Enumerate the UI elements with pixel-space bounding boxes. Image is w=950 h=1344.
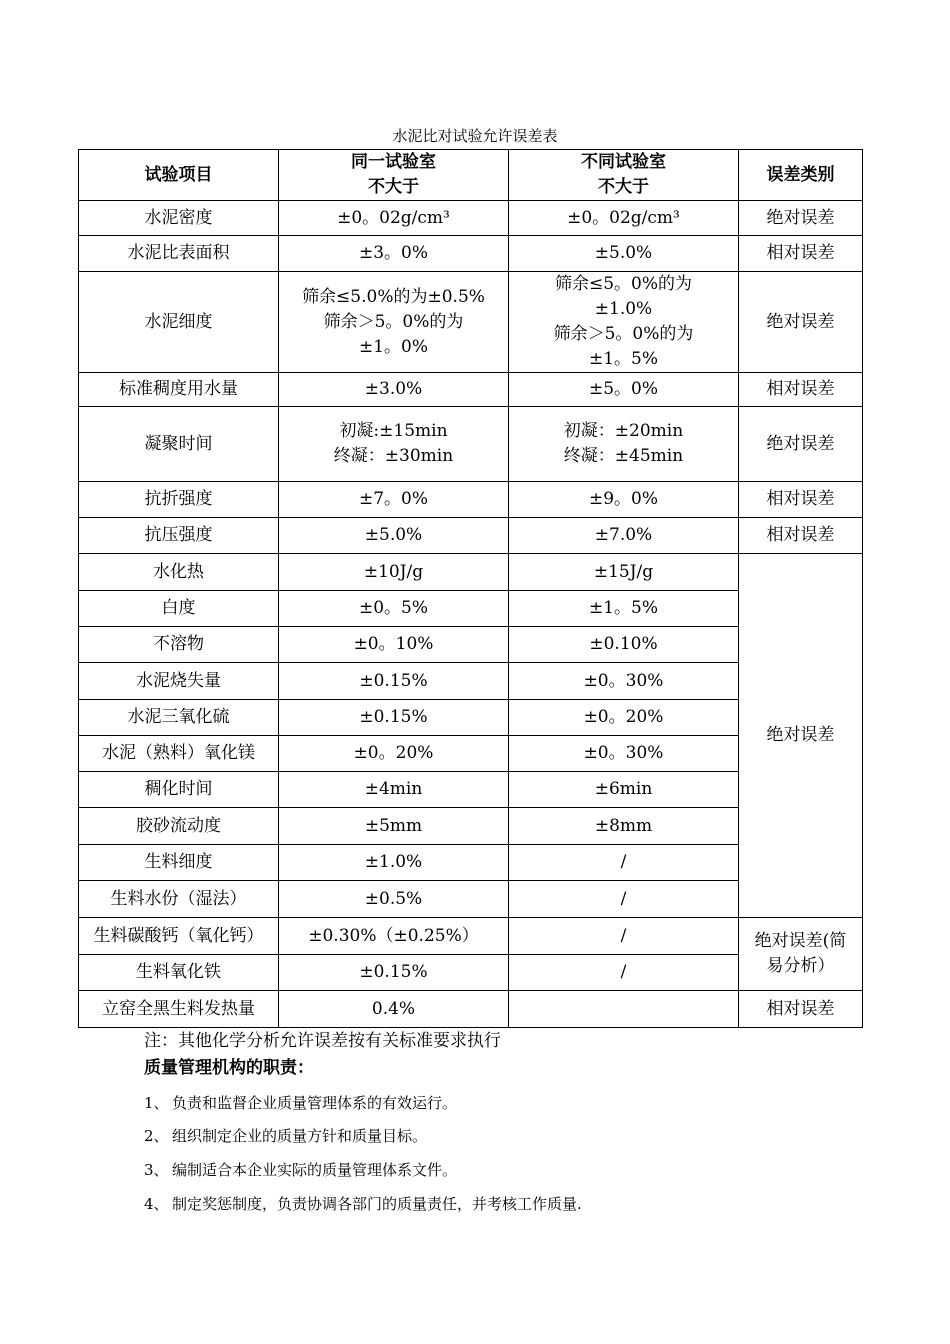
cell-line: / — [620, 962, 627, 982]
duty-item — [144, 1093, 457, 1113]
cell-error-type: 相对误差 — [739, 236, 863, 272]
cell-line: ±0.15% — [359, 707, 428, 727]
duty-item — [144, 1160, 457, 1180]
cell-line: 终凝：±30min — [333, 446, 454, 466]
cell-diff-lab — [509, 663, 739, 700]
cell-line: ±0。5% — [358, 598, 429, 618]
cell-line: / — [620, 888, 627, 909]
cell-item: 水泥比表面积 — [79, 236, 279, 272]
cell-line: 筛余≤5.0%的为±0.5% — [302, 286, 485, 307]
cell-diff-lab — [509, 991, 739, 1028]
cell-same-lab — [279, 373, 509, 407]
cell-line: ±5.0% — [364, 525, 423, 545]
cell-same-lab — [279, 482, 509, 518]
cell-same-lab — [279, 591, 509, 627]
cell-line: 筛余＞5。0%的为 — [323, 311, 464, 332]
cell-line: 易分析） — [766, 956, 835, 976]
cell-line: ±0。20% — [583, 707, 664, 727]
header-diff-lab-line1: 不同试验室 — [581, 152, 666, 172]
cell-line: ±7。0% — [358, 489, 429, 509]
cell-line: 筛余≤5。0%的为 — [554, 274, 693, 294]
table-row — [79, 482, 863, 518]
cell-same-lab — [279, 736, 509, 772]
cell-diff-lab — [509, 700, 739, 736]
cell-diff-lab — [509, 736, 739, 772]
header-diff-lab — [509, 150, 739, 201]
table-note: 注：其他化学分析允许误差按有关标准要求执行 — [144, 1031, 501, 1051]
cell-line: ±0。20% — [353, 743, 434, 763]
cell-error-type: 绝对误差 — [739, 201, 863, 236]
cell-diff-lab — [509, 627, 739, 663]
cell-line: ±6min — [594, 779, 653, 799]
cell-item: 水泥烧失量 — [79, 663, 279, 700]
cell-line: ±4min — [364, 779, 423, 799]
cell-same-lab — [279, 627, 509, 663]
cell-item: 白度 — [79, 591, 279, 627]
cell-diff-lab — [509, 554, 739, 591]
cell-line: ±0。30% — [583, 743, 664, 763]
cell-item: 稠化时间 — [79, 772, 279, 808]
cell-diff-lab — [509, 482, 739, 518]
cell-line: ±5mm — [364, 815, 423, 836]
cell-line: ±1。0% — [358, 336, 429, 357]
cell-error-type: 绝对误差 — [739, 407, 863, 482]
cell-line: ±0.15% — [359, 962, 428, 982]
duty-text: 组织制定企业的质量方针和质量目标。 — [172, 1127, 428, 1145]
cell-same-lab — [279, 991, 509, 1028]
cell-line: ±0。10% — [353, 634, 434, 654]
cell-same-lab — [279, 663, 509, 700]
cell-same-lab — [279, 845, 509, 881]
duty-text: 制定奖惩制度，负责协调各部门的质量责任，并考核工作质量. — [172, 1195, 582, 1213]
cell-same-lab — [279, 772, 509, 808]
cell-diff-lab — [509, 591, 739, 627]
cell-line: ±9。0% — [588, 489, 659, 509]
duty-item — [144, 1194, 582, 1214]
cell-item: 标准稠度用水量 — [79, 373, 279, 407]
table-row — [79, 236, 863, 272]
cell-item: 生料碳酸钙（氧化钙） — [79, 918, 279, 955]
cell-error-type: 相对误差 — [739, 518, 863, 554]
cell-line: ±0.5% — [364, 888, 423, 909]
cell-line: ±3。0% — [358, 243, 429, 263]
cell-error-type-merged-simple — [739, 918, 863, 991]
cell-line: ±15J/g — [593, 561, 654, 582]
cell-diff-lab — [509, 236, 739, 272]
cell-line: / — [620, 925, 627, 946]
cell-error-type: 相对误差 — [739, 373, 863, 407]
table-header-row — [79, 150, 863, 201]
cell-same-lab — [279, 272, 509, 373]
cell-diff-lab — [509, 772, 739, 808]
cell-error-type: 相对误差 — [739, 482, 863, 518]
cell-line: ±5.0% — [594, 243, 653, 263]
cell-item: 凝聚时间 — [79, 407, 279, 482]
cell-diff-lab — [509, 808, 739, 845]
header-item: 试验项目 — [79, 150, 279, 201]
duty-number: 2、 — [144, 1127, 169, 1145]
cell-diff-lab — [509, 955, 739, 991]
cell-line: 绝对误差(简 — [754, 931, 847, 951]
duty-number: 1、 — [144, 1094, 169, 1112]
table-row — [79, 991, 863, 1028]
duty-number: 4、 — [144, 1195, 169, 1213]
cell-item: 生料细度 — [79, 845, 279, 881]
table-body — [79, 201, 863, 1028]
cell-same-lab — [279, 881, 509, 918]
cell-line: ±1。5% — [588, 349, 659, 369]
cell-item: 水化热 — [79, 554, 279, 591]
cell-line: ±1.0% — [594, 299, 653, 319]
cell-same-lab — [279, 808, 509, 845]
table-row — [79, 918, 863, 955]
cell-item: 水泥三氧化硫 — [79, 700, 279, 736]
cell-same-lab — [279, 518, 509, 554]
cell-diff-lab — [509, 407, 739, 482]
cell-diff-lab — [509, 373, 739, 407]
cell-same-lab — [279, 201, 509, 236]
cell-item: 生料氧化铁 — [79, 955, 279, 991]
table-row — [79, 201, 863, 236]
cell-same-lab — [279, 236, 509, 272]
header-same-lab — [279, 150, 509, 201]
cell-line: ±1.0% — [364, 852, 423, 872]
duty-number: 3、 — [144, 1161, 169, 1179]
cell-same-lab — [279, 918, 509, 955]
cell-diff-lab — [509, 845, 739, 881]
cell-item: 水泥细度 — [79, 272, 279, 373]
cell-line: ±0.10% — [589, 634, 658, 654]
cell-line: ±7.0% — [594, 525, 653, 545]
cell-line: ±0.30%（±0.25%） — [308, 925, 479, 946]
cell-diff-lab — [509, 518, 739, 554]
cell-error-type: 相对误差 — [739, 991, 863, 1028]
tolerance-table — [78, 149, 863, 1028]
cell-line: ±3.0% — [364, 379, 423, 399]
table-row — [79, 554, 863, 591]
duty-text: 负责和监督企业质量管理体系的有效运行。 — [172, 1094, 458, 1112]
cell-error-type: 绝对误差 — [739, 272, 863, 373]
cell-same-lab — [279, 955, 509, 991]
cell-item: 水泥密度 — [79, 201, 279, 236]
cell-item: 不溶物 — [79, 627, 279, 663]
cell-line: ±0。02g/cm³ — [337, 207, 450, 228]
duty-item — [144, 1126, 427, 1146]
table-row — [79, 272, 863, 373]
cell-line: 筛余＞5。0%的为 — [553, 324, 694, 344]
cell-line: ±0。30% — [583, 670, 664, 691]
table-row — [79, 373, 863, 407]
cell-line: 终凝：±45min — [563, 446, 684, 466]
cell-line: 初凝：±20min — [563, 421, 684, 441]
cell-line: ±0。02g/cm³ — [567, 207, 680, 228]
duty-text: 编制适合本企业实际的质量管理体系文件。 — [172, 1161, 458, 1179]
cell-line: ±0.15% — [359, 670, 428, 691]
cell-error-type-merged: 绝对误差 — [739, 554, 863, 918]
table-caption: 水泥比对试验允许误差表 — [392, 127, 558, 145]
cell-item: 立窑全黑生料发热量 — [79, 991, 279, 1028]
cell-same-lab — [279, 554, 509, 591]
cell-item: 抗折强度 — [79, 482, 279, 518]
cell-line: 初凝:±15min — [339, 421, 448, 441]
cell-line: / — [620, 852, 627, 872]
cell-line: ±5。0% — [588, 379, 659, 399]
cell-item: 水泥（熟料）氧化镁 — [79, 736, 279, 772]
cell-item: 胶砂流动度 — [79, 808, 279, 845]
header-same-lab-line2: 不大于 — [368, 177, 419, 197]
cell-item: 生料水份（湿法） — [79, 881, 279, 918]
cell-diff-lab — [509, 272, 739, 373]
duties-title: 质量管理机构的职责： — [144, 1058, 314, 1078]
cell-same-lab — [279, 700, 509, 736]
table-row — [79, 518, 863, 554]
cell-diff-lab — [509, 201, 739, 236]
cell-diff-lab — [509, 881, 739, 918]
cell-line: ±8mm — [594, 815, 653, 836]
header-diff-lab-line2: 不大于 — [598, 177, 649, 197]
header-same-lab-line1: 同一试验室 — [351, 152, 436, 172]
cell-line: 0.4% — [371, 998, 416, 1019]
cell-item: 抗压强度 — [79, 518, 279, 554]
table-row — [79, 407, 863, 482]
cell-line: ±1。5% — [588, 598, 659, 618]
cell-diff-lab — [509, 918, 739, 955]
header-error-type: 误差类别 — [739, 150, 863, 201]
cell-line: ±10J/g — [363, 561, 424, 582]
cell-same-lab — [279, 407, 509, 482]
